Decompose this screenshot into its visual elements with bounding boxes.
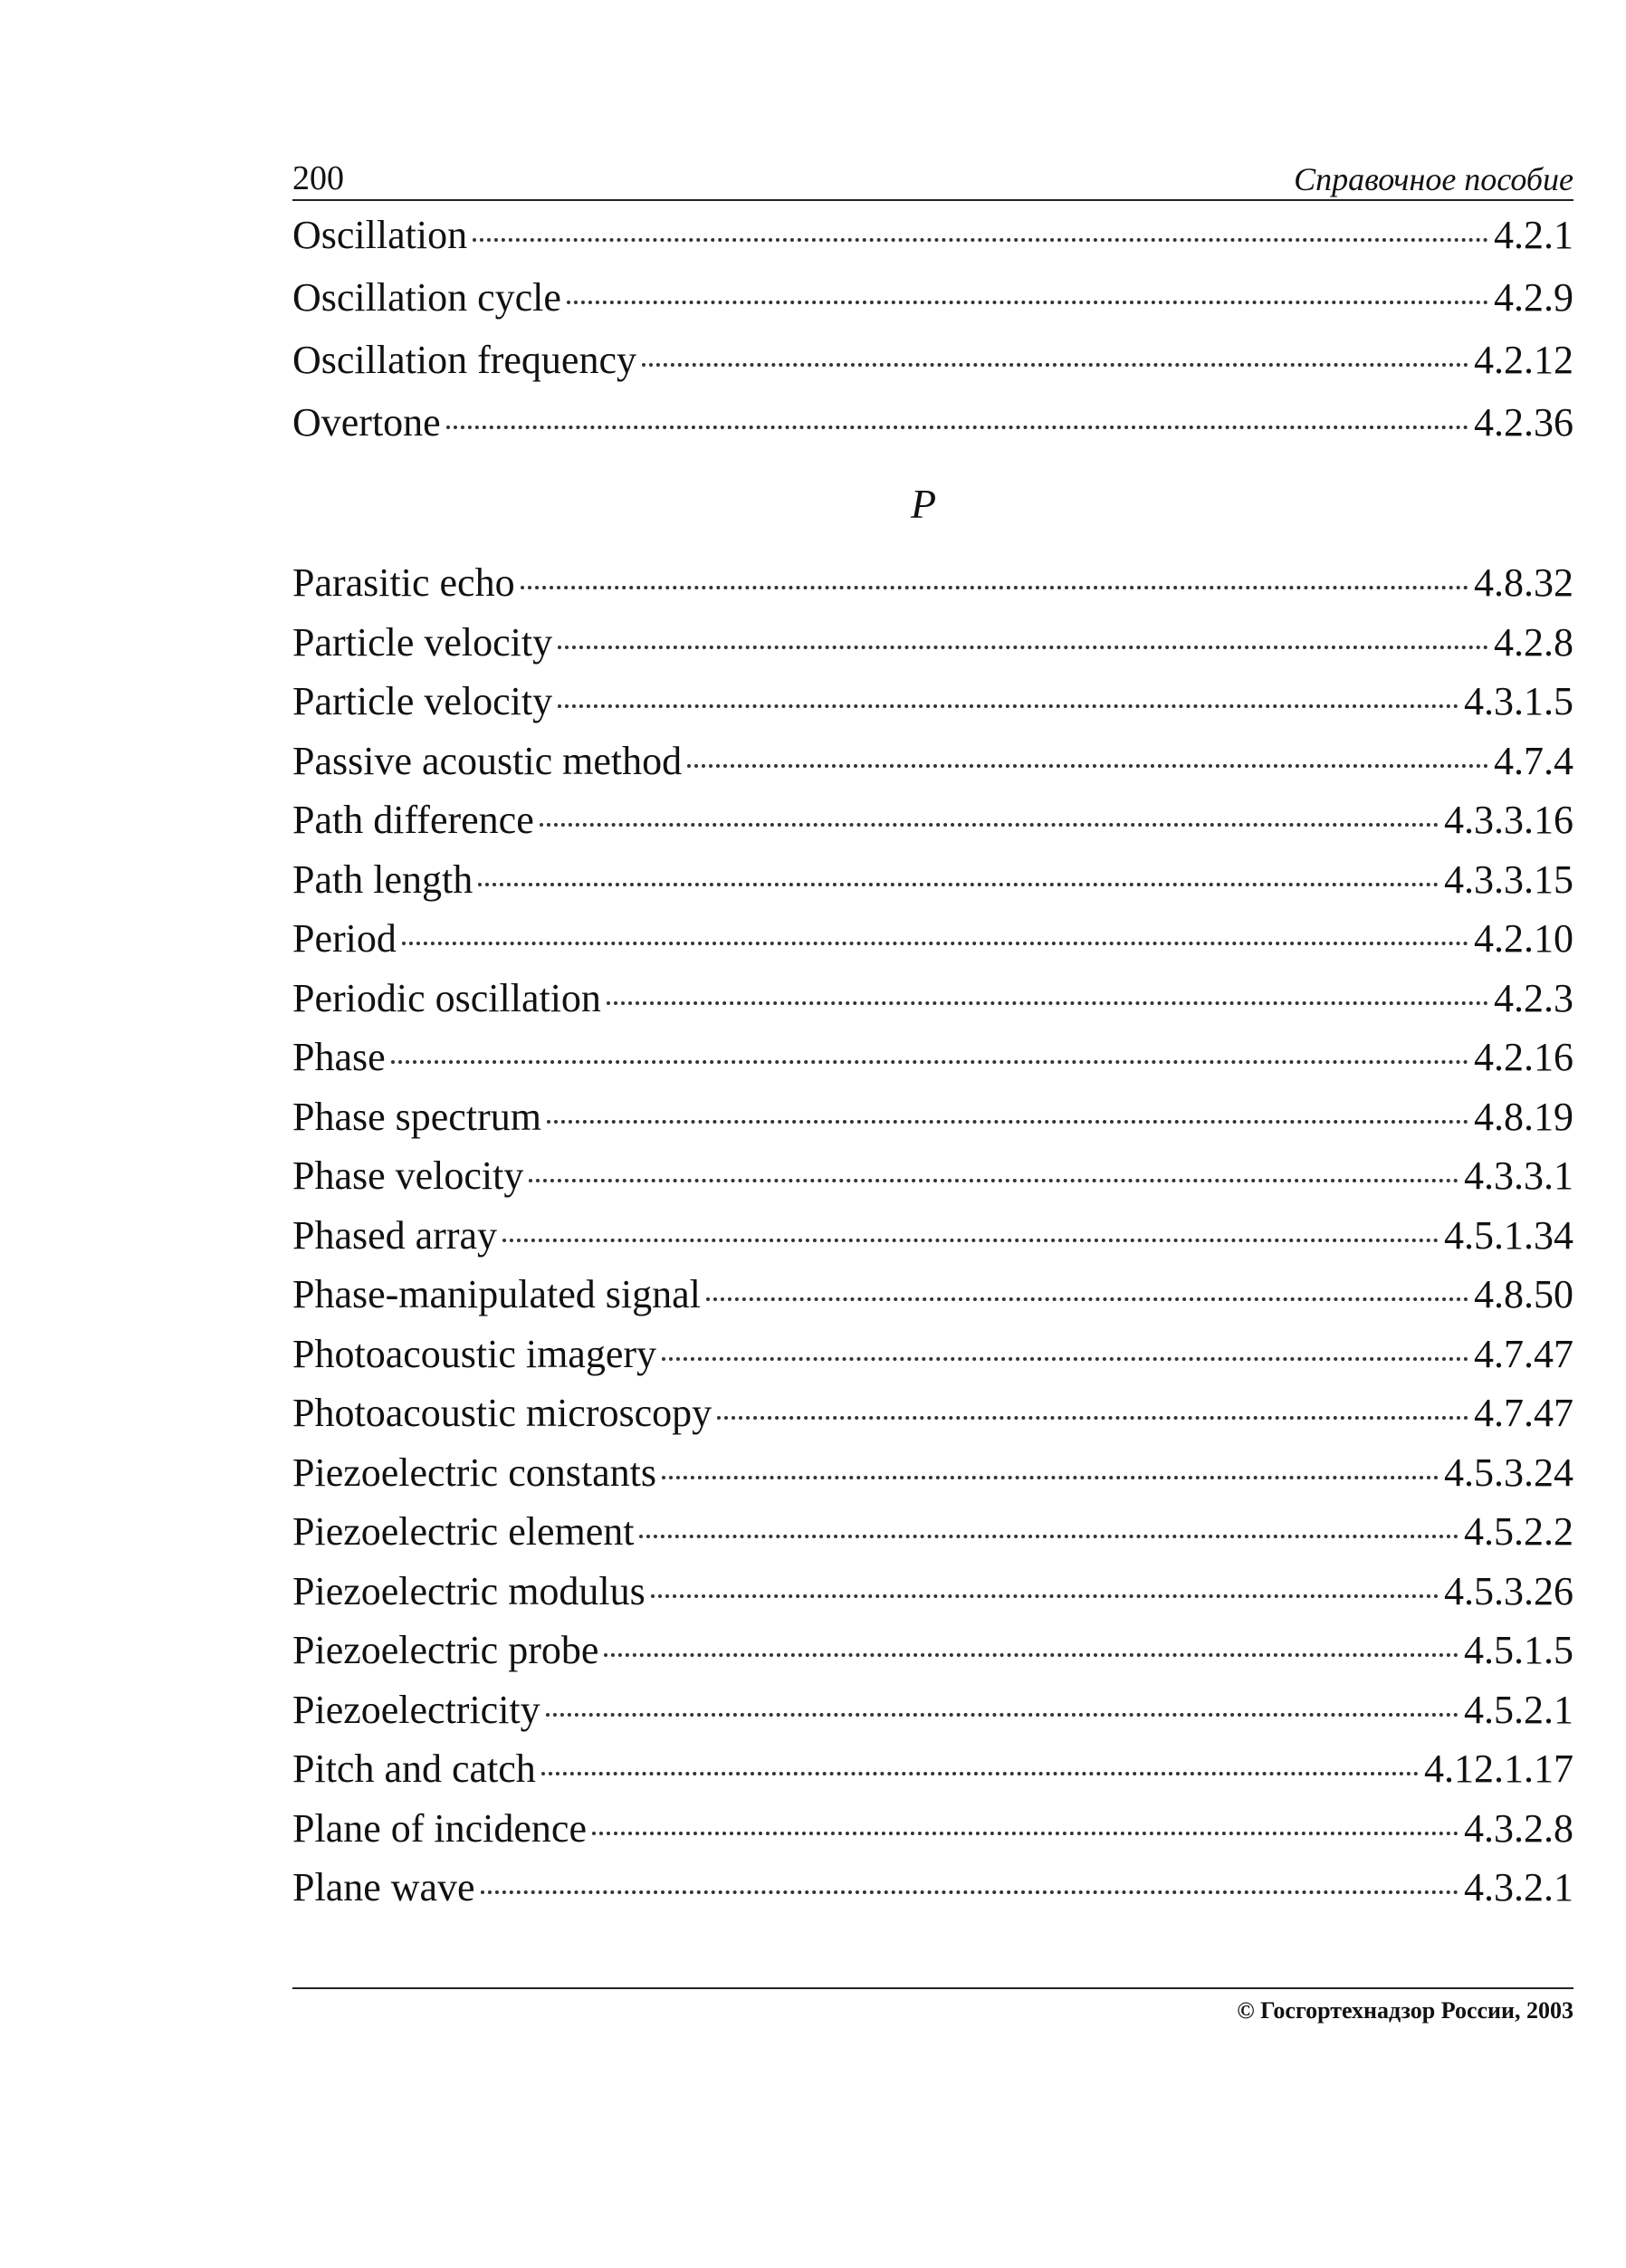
- index-entry: [292, 619, 1573, 683]
- index-entry: [292, 1094, 1573, 1157]
- index-entry: [292, 1393, 1573, 1453]
- index-reference: 4.12.1.17: [1424, 1746, 1573, 1791]
- index-reference: 4.2.8: [1494, 619, 1573, 665]
- index-entry: [292, 1212, 1573, 1276]
- index-group-p: [292, 560, 1573, 1928]
- index-entry: [292, 800, 1573, 860]
- index-entry: [292, 215, 1573, 278]
- index-reference: 4.5.2.2: [1464, 1509, 1573, 1554]
- dot-leader: [473, 238, 1488, 242]
- index-entry: [292, 975, 1573, 1038]
- index-term: Plane wave: [292, 1865, 475, 1909]
- index-reference: 4.8.50: [1474, 1272, 1573, 1316]
- index-term: Period: [292, 916, 397, 961]
- index-term: Plane of incidence: [292, 1805, 587, 1851]
- index-term: Piezoelectric element: [292, 1509, 635, 1554]
- index-term: Periodic oscillation: [292, 975, 601, 1020]
- index-entry: [292, 1687, 1573, 1750]
- index-term: Pitch and catch: [292, 1746, 536, 1791]
- index-reference: 4.8.19: [1474, 1094, 1573, 1139]
- index-term: Photoacoustic imagery: [292, 1331, 657, 1376]
- index-entry: [292, 1035, 1573, 1097]
- index-entry: [292, 275, 1573, 340]
- index-term: Phase velocity: [292, 1153, 524, 1198]
- index-entry: [292, 1805, 1573, 1869]
- index-reference: 4.2.1: [1494, 213, 1573, 257]
- index-entry: [292, 400, 1573, 465]
- dot-leader: [502, 1239, 1439, 1242]
- index-entry: [292, 560, 1573, 623]
- dot-leader: [478, 883, 1439, 886]
- index-reference: 4.5.3.26: [1444, 1568, 1573, 1613]
- index-term: Oscillation: [292, 213, 468, 257]
- page-header: [292, 154, 1573, 201]
- index-term: Piezoelectricity: [292, 1687, 540, 1732]
- dot-leader: [642, 363, 1468, 367]
- index-reference: 4.5.1.5: [1464, 1628, 1573, 1672]
- index-term: Parasitic echo: [292, 560, 515, 605]
- index-term: Piezoelectric constants: [292, 1450, 656, 1495]
- index-reference: 4.3.2.8: [1464, 1805, 1573, 1851]
- dot-leader: [662, 1357, 1468, 1361]
- index-reference: 4.3.3.1: [1464, 1153, 1573, 1198]
- index-term: Particle velocity: [292, 619, 553, 665]
- dot-leader: [706, 1297, 1468, 1301]
- index-reference: 4.2.9: [1494, 275, 1573, 320]
- dot-leader: [567, 301, 1488, 304]
- index-reference: 4.2.10: [1474, 916, 1573, 961]
- index-entry: [292, 679, 1573, 742]
- index-term: Photoacoustic microscopy: [292, 1391, 713, 1435]
- index-term: Phase: [292, 1035, 386, 1079]
- index-group-o: [292, 215, 1573, 465]
- index-term: Phase spectrum: [292, 1094, 541, 1139]
- dot-leader: [558, 646, 1488, 649]
- index-term: Overtone: [292, 400, 441, 445]
- index-entry: [292, 1568, 1573, 1632]
- index-term: Passive acoustic method: [292, 738, 683, 783]
- dot-leader: [592, 1832, 1459, 1835]
- index-reference: 4.7.47: [1474, 1331, 1573, 1376]
- index-term: Oscillation cycle: [292, 275, 561, 320]
- dot-leader: [687, 764, 1488, 768]
- dot-leader: [540, 823, 1439, 827]
- index-reference: 4.3.3.16: [1444, 798, 1573, 842]
- index-entry: [292, 1450, 1573, 1513]
- index-term: Phased array: [292, 1212, 498, 1258]
- dot-leader: [558, 704, 1459, 708]
- index-entry: [292, 1509, 1573, 1572]
- index-reference: 4.2.12: [1474, 338, 1573, 382]
- index-entry: [292, 1628, 1573, 1690]
- index-reference: 4.3.1.5: [1464, 679, 1573, 723]
- index-entry: [292, 1865, 1573, 1928]
- index-term: Particle velocity: [292, 679, 553, 723]
- index-term: Piezoelectric probe: [292, 1628, 599, 1672]
- index-term: Path difference: [292, 798, 534, 842]
- index-reference: 4.2.36: [1474, 400, 1573, 445]
- dot-leader: [402, 942, 1468, 945]
- index-term: Piezoelectric modulus: [292, 1568, 646, 1613]
- dot-leader: [529, 1179, 1459, 1182]
- index-reference: 4.5.2.1: [1464, 1687, 1573, 1732]
- index-reference: 4.7.4: [1494, 738, 1573, 783]
- index-entry: [292, 738, 1573, 801]
- index-reference: 4.2.16: [1474, 1035, 1573, 1079]
- dot-leader: [446, 426, 1468, 429]
- index-reference: 4.5.3.24: [1444, 1450, 1573, 1495]
- section-letter: P: [910, 481, 937, 527]
- index-term: Phase-manipulated signal: [292, 1272, 701, 1316]
- dot-leader: [607, 1001, 1488, 1005]
- dot-leader: [521, 586, 1468, 589]
- dot-leader: [541, 1772, 1419, 1775]
- index-reference: 4.8.32: [1474, 560, 1573, 605]
- dot-leader: [547, 1120, 1468, 1124]
- dot-leader: [662, 1476, 1439, 1479]
- dot-leader: [651, 1594, 1439, 1598]
- dot-leader: [481, 1890, 1459, 1894]
- index-entry: [292, 340, 1573, 403]
- index-entry: [292, 1272, 1573, 1335]
- index-term: Oscillation frequency: [292, 338, 636, 382]
- copyright-notice: © Госгортехнадзор России, 2003: [1237, 1997, 1573, 2024]
- index-reference: 4.7.47: [1474, 1391, 1573, 1435]
- page-number: 200: [292, 159, 344, 197]
- dot-leader: [717, 1416, 1468, 1420]
- index-reference: 4.3.3.15: [1444, 856, 1573, 902]
- dot-leader: [546, 1713, 1459, 1717]
- index-entry: [292, 1153, 1573, 1216]
- index-reference: 4.5.1.34: [1444, 1212, 1573, 1258]
- running-title: Справочное пособие: [1294, 161, 1573, 197]
- dot-leader: [604, 1653, 1459, 1657]
- index-reference: 4.2.3: [1494, 975, 1573, 1020]
- footer-rule: [292, 1987, 1573, 1989]
- index-entry: [292, 916, 1573, 979]
- index-entry: [292, 1746, 1573, 1809]
- index-term: Path length: [292, 856, 473, 902]
- index-entry: [292, 1331, 1573, 1394]
- index-reference: 4.3.2.1: [1464, 1865, 1573, 1909]
- index-entry: [292, 856, 1573, 920]
- dot-leader: [391, 1060, 1468, 1064]
- dot-leader: [639, 1535, 1459, 1538]
